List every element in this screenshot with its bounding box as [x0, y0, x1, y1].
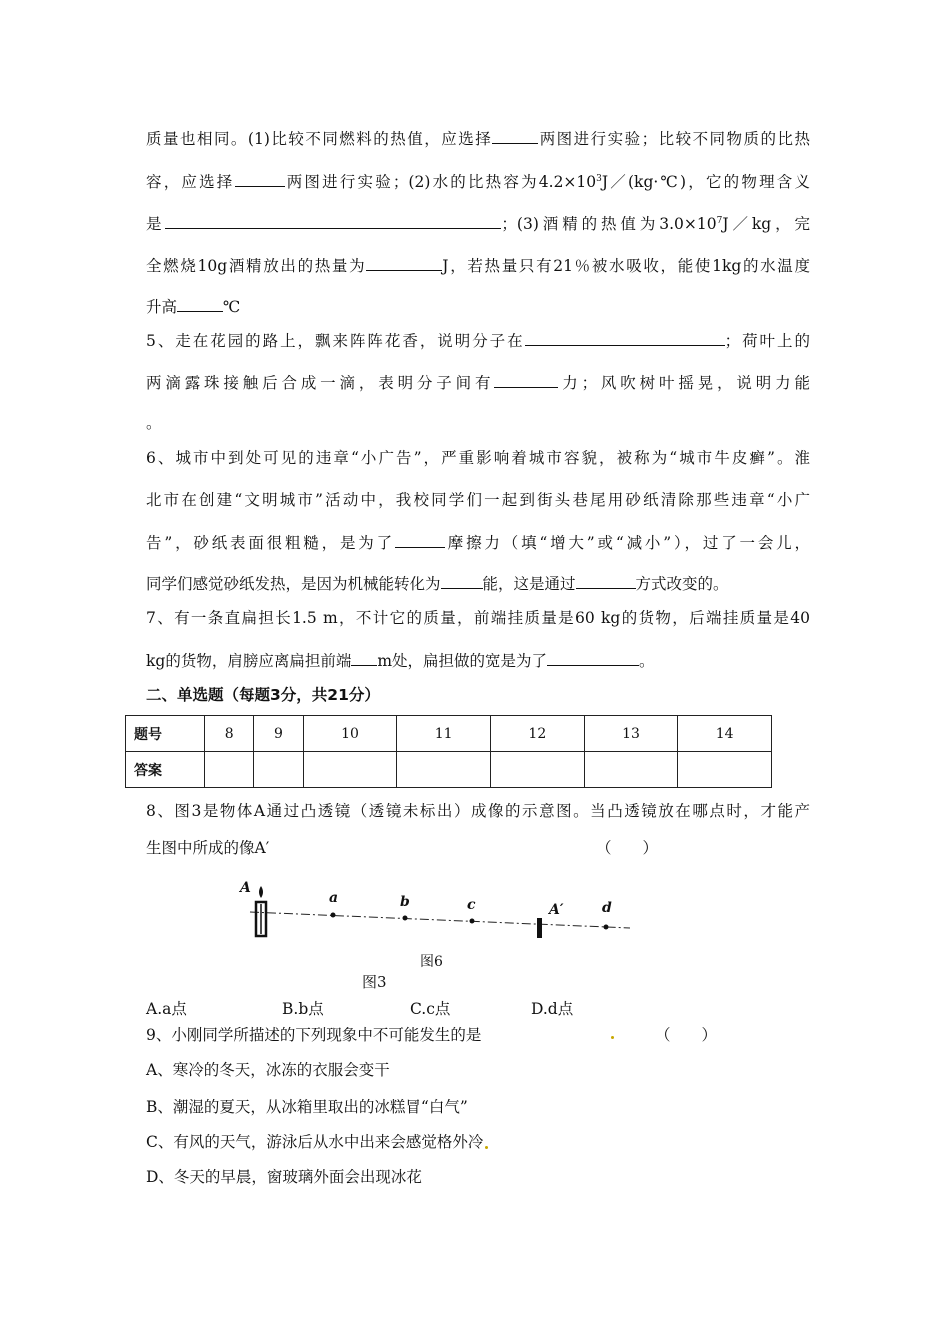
q8-line-2: 生图中所成的像A′	[146, 839, 270, 857]
label-b: b	[400, 894, 410, 910]
table-row-header: 答案	[126, 752, 205, 788]
option-b[interactable]: B.b点	[282, 1000, 324, 1018]
point-a	[331, 913, 336, 918]
q8-line-1: 8、图3是物体A通过凸透镜（透镜未标出）成像的示意图。当凸透镜放在哪点时，才能产	[146, 802, 810, 820]
figure-caption-inner: 图6	[420, 954, 443, 970]
figure-caption: 图3	[362, 973, 387, 991]
section-title: 二、单选题（每题3分，共21分）	[146, 686, 380, 704]
label-a: a	[329, 890, 339, 906]
q7-line-1: 7、有一条直扁担长1.5 m，不计它的质量，前端挂质量是60 kg的货物，后端挂质量是40	[146, 609, 810, 627]
answer-cell[interactable]	[397, 752, 491, 788]
lens-diagram-svg	[230, 880, 640, 940]
label-A-prime: A′	[549, 902, 564, 918]
q4-line-1: 质量也相同。(1)比较不同燃料的热值，应选择 两图进行实验；比较不同物质的比热	[146, 127, 810, 150]
question-number-cell: 12	[491, 716, 585, 752]
point-d	[604, 925, 609, 930]
image-candle-icon	[537, 918, 542, 938]
point-b	[403, 916, 408, 921]
answer-cell[interactable]	[254, 752, 303, 788]
q6-line-1: 6、城市中到处可见的违章“小广告”，严重影响着城市容貌，被称为“城市牛皮癣”。淮	[146, 449, 810, 467]
q6-line-2: 北市在创建“文明城市”活动中，我校同学们一起到街头巷尾用砂纸清除那些违章“小广	[146, 491, 810, 509]
q9-option-b[interactable]: B、潮湿的夏天，从冰箱里取出的冰糕冒“白气”	[146, 1098, 468, 1116]
q5-line-2: 两滴露珠接触后合成一滴，表明分子间有 力；风吹树叶摇晃，说明力能	[146, 371, 810, 394]
q4-line-3: 是 ；(3)酒精的热值为$3.0\times 10^7J/kg$，完	[146, 212, 810, 235]
answer-blank[interactable]	[177, 295, 223, 312]
label-c: c	[467, 897, 476, 913]
question-number-cell: 10	[303, 716, 397, 752]
option-d[interactable]: D.d点	[531, 1000, 574, 1018]
q5-line-3: 。	[146, 414, 162, 432]
table-row-header: 题号	[126, 716, 205, 752]
label-d: d	[602, 900, 612, 916]
q6-line-4: 同学们感觉砂纸发热，是因为机械能转化为 能，这是通过 方式改变的。	[146, 572, 810, 595]
answer-blank[interactable]	[441, 572, 483, 589]
answer-blank[interactable]	[492, 127, 538, 144]
table-row	[126, 752, 772, 788]
q5-line-1: 5、走在花园的路上，飘来阵阵花香，说明分子在 ；荷叶上的	[146, 329, 810, 352]
q4-line-4: 全燃烧10g酒精放出的热量为 J，若热量只有21％被水吸收，能使1kg的水温度	[146, 254, 810, 277]
question-number-cell: 9	[254, 716, 303, 752]
question-number-cell: 13	[584, 716, 678, 752]
option-c[interactable]: C.c点	[410, 1000, 451, 1018]
answer-blank[interactable]	[547, 649, 639, 666]
answer-paren[interactable]: （ ）	[596, 839, 659, 857]
answer-cell[interactable]	[205, 752, 254, 788]
answer-blank[interactable]	[165, 212, 501, 229]
answer-blank[interactable]	[494, 371, 558, 388]
answer-cell[interactable]	[303, 752, 397, 788]
stray-mark	[485, 1146, 488, 1149]
answer-blank[interactable]	[235, 170, 285, 187]
answer-blank[interactable]	[366, 254, 442, 271]
q4-line-2: 容，应选择 两图进行实验；(2)水的比热容为$4.2\times 10^3J/(kg\cdot℃)$，它的物理含义	[146, 170, 810, 193]
stray-mark	[611, 1036, 614, 1039]
q4-line-5: 升高 ℃	[146, 295, 810, 318]
candle-flame-icon	[259, 886, 263, 898]
answer-blank[interactable]	[576, 572, 636, 589]
answer-table	[125, 715, 772, 788]
answer-blank[interactable]	[395, 531, 445, 548]
table-row	[126, 716, 772, 752]
question-number-cell: 14	[678, 716, 772, 752]
answer-cell[interactable]	[584, 752, 678, 788]
answer-cell[interactable]	[491, 752, 585, 788]
lens-diagram	[230, 880, 640, 940]
question-number-cell: 8	[205, 716, 254, 752]
question-number-cell: 11	[397, 716, 491, 752]
q9-option-c[interactable]: C、有风的天气，游泳后从水中出来会感觉格外冷	[146, 1133, 484, 1151]
q6-line-3: 告”，砂纸表面很粗糙，是为了 摩擦力（填“增大”或“减小”），过了一会儿，	[146, 531, 810, 554]
answer-paren[interactable]: （ ）	[655, 1026, 718, 1044]
answer-blank[interactable]	[351, 649, 377, 666]
principal-axis	[250, 912, 630, 928]
label-A: A	[240, 880, 251, 896]
answer-cell[interactable]	[678, 752, 772, 788]
q7-line-2: kg的货物，肩膀应离扁担前端 m处，扁担做的宽是为了 。	[146, 649, 810, 672]
q9-stem: 9、小刚同学所描述的下列现象中不可能发生的是	[146, 1026, 482, 1044]
point-c	[470, 919, 475, 924]
answer-blank[interactable]	[525, 329, 725, 346]
q9-option-a[interactable]: A、寒冷的冬天，冰冻的衣服会变干	[146, 1061, 390, 1079]
q9-option-d[interactable]: D、冬天的早晨，窗玻璃外面会出现冰花	[146, 1168, 422, 1186]
option-a[interactable]: A.a点	[146, 1000, 187, 1018]
